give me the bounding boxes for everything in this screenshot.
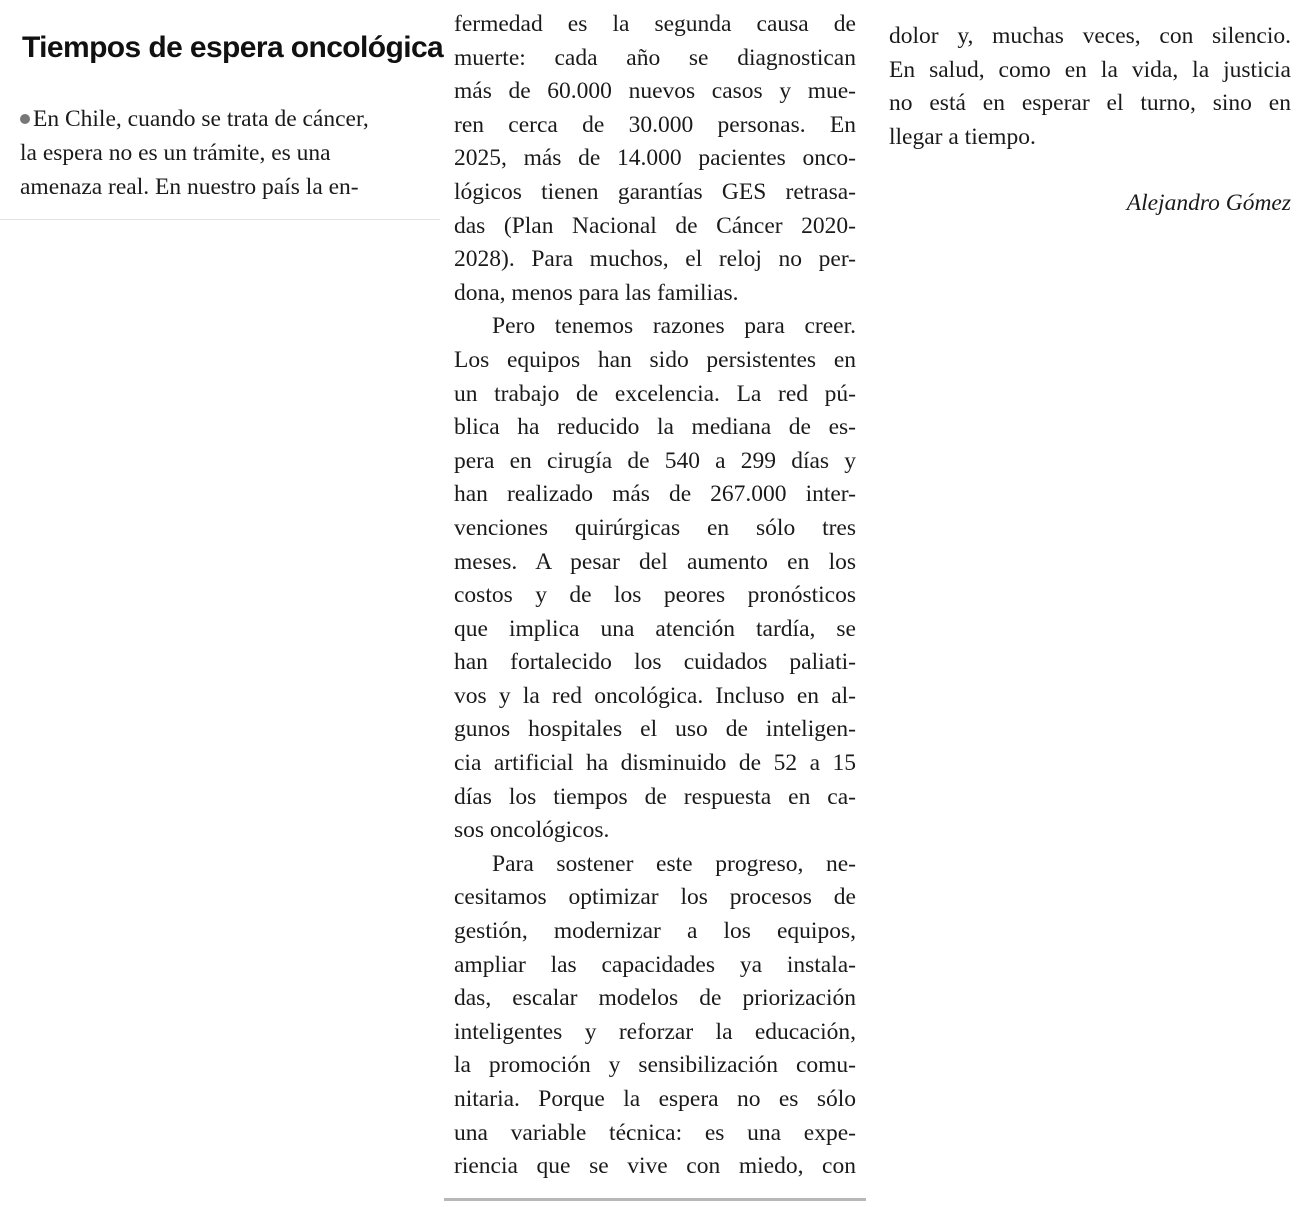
article-lead	[20, 102, 418, 204]
text-line: 2028). Para muchos, el reloj no per-	[454, 246, 856, 273]
text-line: llegar a tiempo.	[889, 123, 1036, 150]
text-line: vos y la red oncológica. Incluso en al-	[454, 682, 856, 709]
text-line: En salud, como en la vida, la justicia	[889, 56, 1291, 83]
text-line: dolor y, muchas veces, con silencio.	[889, 23, 1291, 49]
text-line: gestión, modernizar a los equipos,	[454, 918, 856, 945]
text-line: nitaria. Porque la espera no es sólo	[454, 1086, 856, 1112]
lead-line: amenaza real. En nuestro país la en-	[20, 174, 359, 200]
text-line: 2025, más de 14.000 pacientes onco-	[454, 145, 856, 172]
text-line: una variable técnica: es una expe-	[454, 1119, 856, 1146]
text-line: la promoción y sensibilización comu-	[454, 1052, 856, 1079]
text-line: blica ha reducido la mediana de es-	[454, 414, 856, 441]
text-line: ampliar las capacidades ya instala-	[454, 951, 856, 978]
text-line: meses. A pesar del aumento en los	[454, 548, 856, 575]
article-column-2	[454, 8, 856, 1184]
lead-text	[20, 106, 369, 200]
text-line: pera en cirugía de 540 a 299 días y	[454, 447, 856, 474]
paragraph-2	[454, 310, 856, 848]
text-line: no está en esperar el turno, sino en	[889, 90, 1291, 117]
text-line: días los tiempos de respuesta en ca-	[454, 783, 856, 810]
lead-line: En Chile, cuando se trata de cáncer,	[33, 106, 369, 132]
text-line: muerte: cada año se diagnostican	[454, 44, 856, 71]
text-line: Para sostener este progreso, ne-	[492, 850, 856, 877]
text-line: un trabajo de excelencia. La red pú-	[454, 380, 856, 407]
text-line: cia artificial ha disminuido de 52 a 15	[454, 750, 856, 777]
text-line: han realizado más de 267.000 inter-	[454, 481, 856, 508]
text-line: das, escalar modelos de priorización	[454, 985, 856, 1012]
text-line: han fortalecido los cuidados paliati-	[454, 649, 856, 676]
text-line: cesitamos optimizar los procesos de	[454, 884, 856, 911]
lead-line: la espera no es un trámite, es una	[20, 140, 331, 166]
text-line: das (Plan Nacional de Cáncer 2020-	[454, 212, 856, 239]
text-line: más de 60.000 nuevos casos y mue-	[454, 78, 856, 105]
article-column-3	[889, 20, 1291, 154]
paragraph-3	[454, 848, 856, 1184]
article-headline: Tiempos de espera oncológica	[22, 31, 444, 64]
author-signature: Alejandro Gómez	[1126, 190, 1291, 216]
text-line: sos oncológicos.	[454, 817, 610, 844]
text-line: gunos hospitales el uso de inteligen-	[454, 716, 856, 743]
paragraph-4	[889, 20, 1291, 154]
bullet-icon	[20, 114, 30, 124]
text-line: costos y de los peores pronósticos	[454, 582, 856, 609]
text-line: ren cerca de 30.000 personas. En	[454, 111, 856, 138]
paragraph-1	[454, 8, 856, 310]
text-line: riencia que se vive con miedo, con	[454, 1153, 856, 1180]
text-line: lógicos tienen garantías GES retrasa-	[454, 178, 856, 205]
column-divider-rule	[444, 1198, 866, 1201]
text-line: Los equipos han sido persistentes en	[454, 346, 856, 373]
headline-block	[0, 0, 444, 220]
text-line: fermedad es la segunda causa de	[454, 11, 856, 37]
text-line: venciones quirúrgicas en sólo tres	[454, 514, 856, 541]
text-line: Pero tenemos razones para creer.	[492, 313, 856, 340]
text-line: inteligentes y reforzar la educación,	[454, 1018, 856, 1045]
text-line: dona, menos para las familias.	[454, 279, 739, 306]
text-line: que implica una atención tardía, se	[454, 615, 856, 642]
